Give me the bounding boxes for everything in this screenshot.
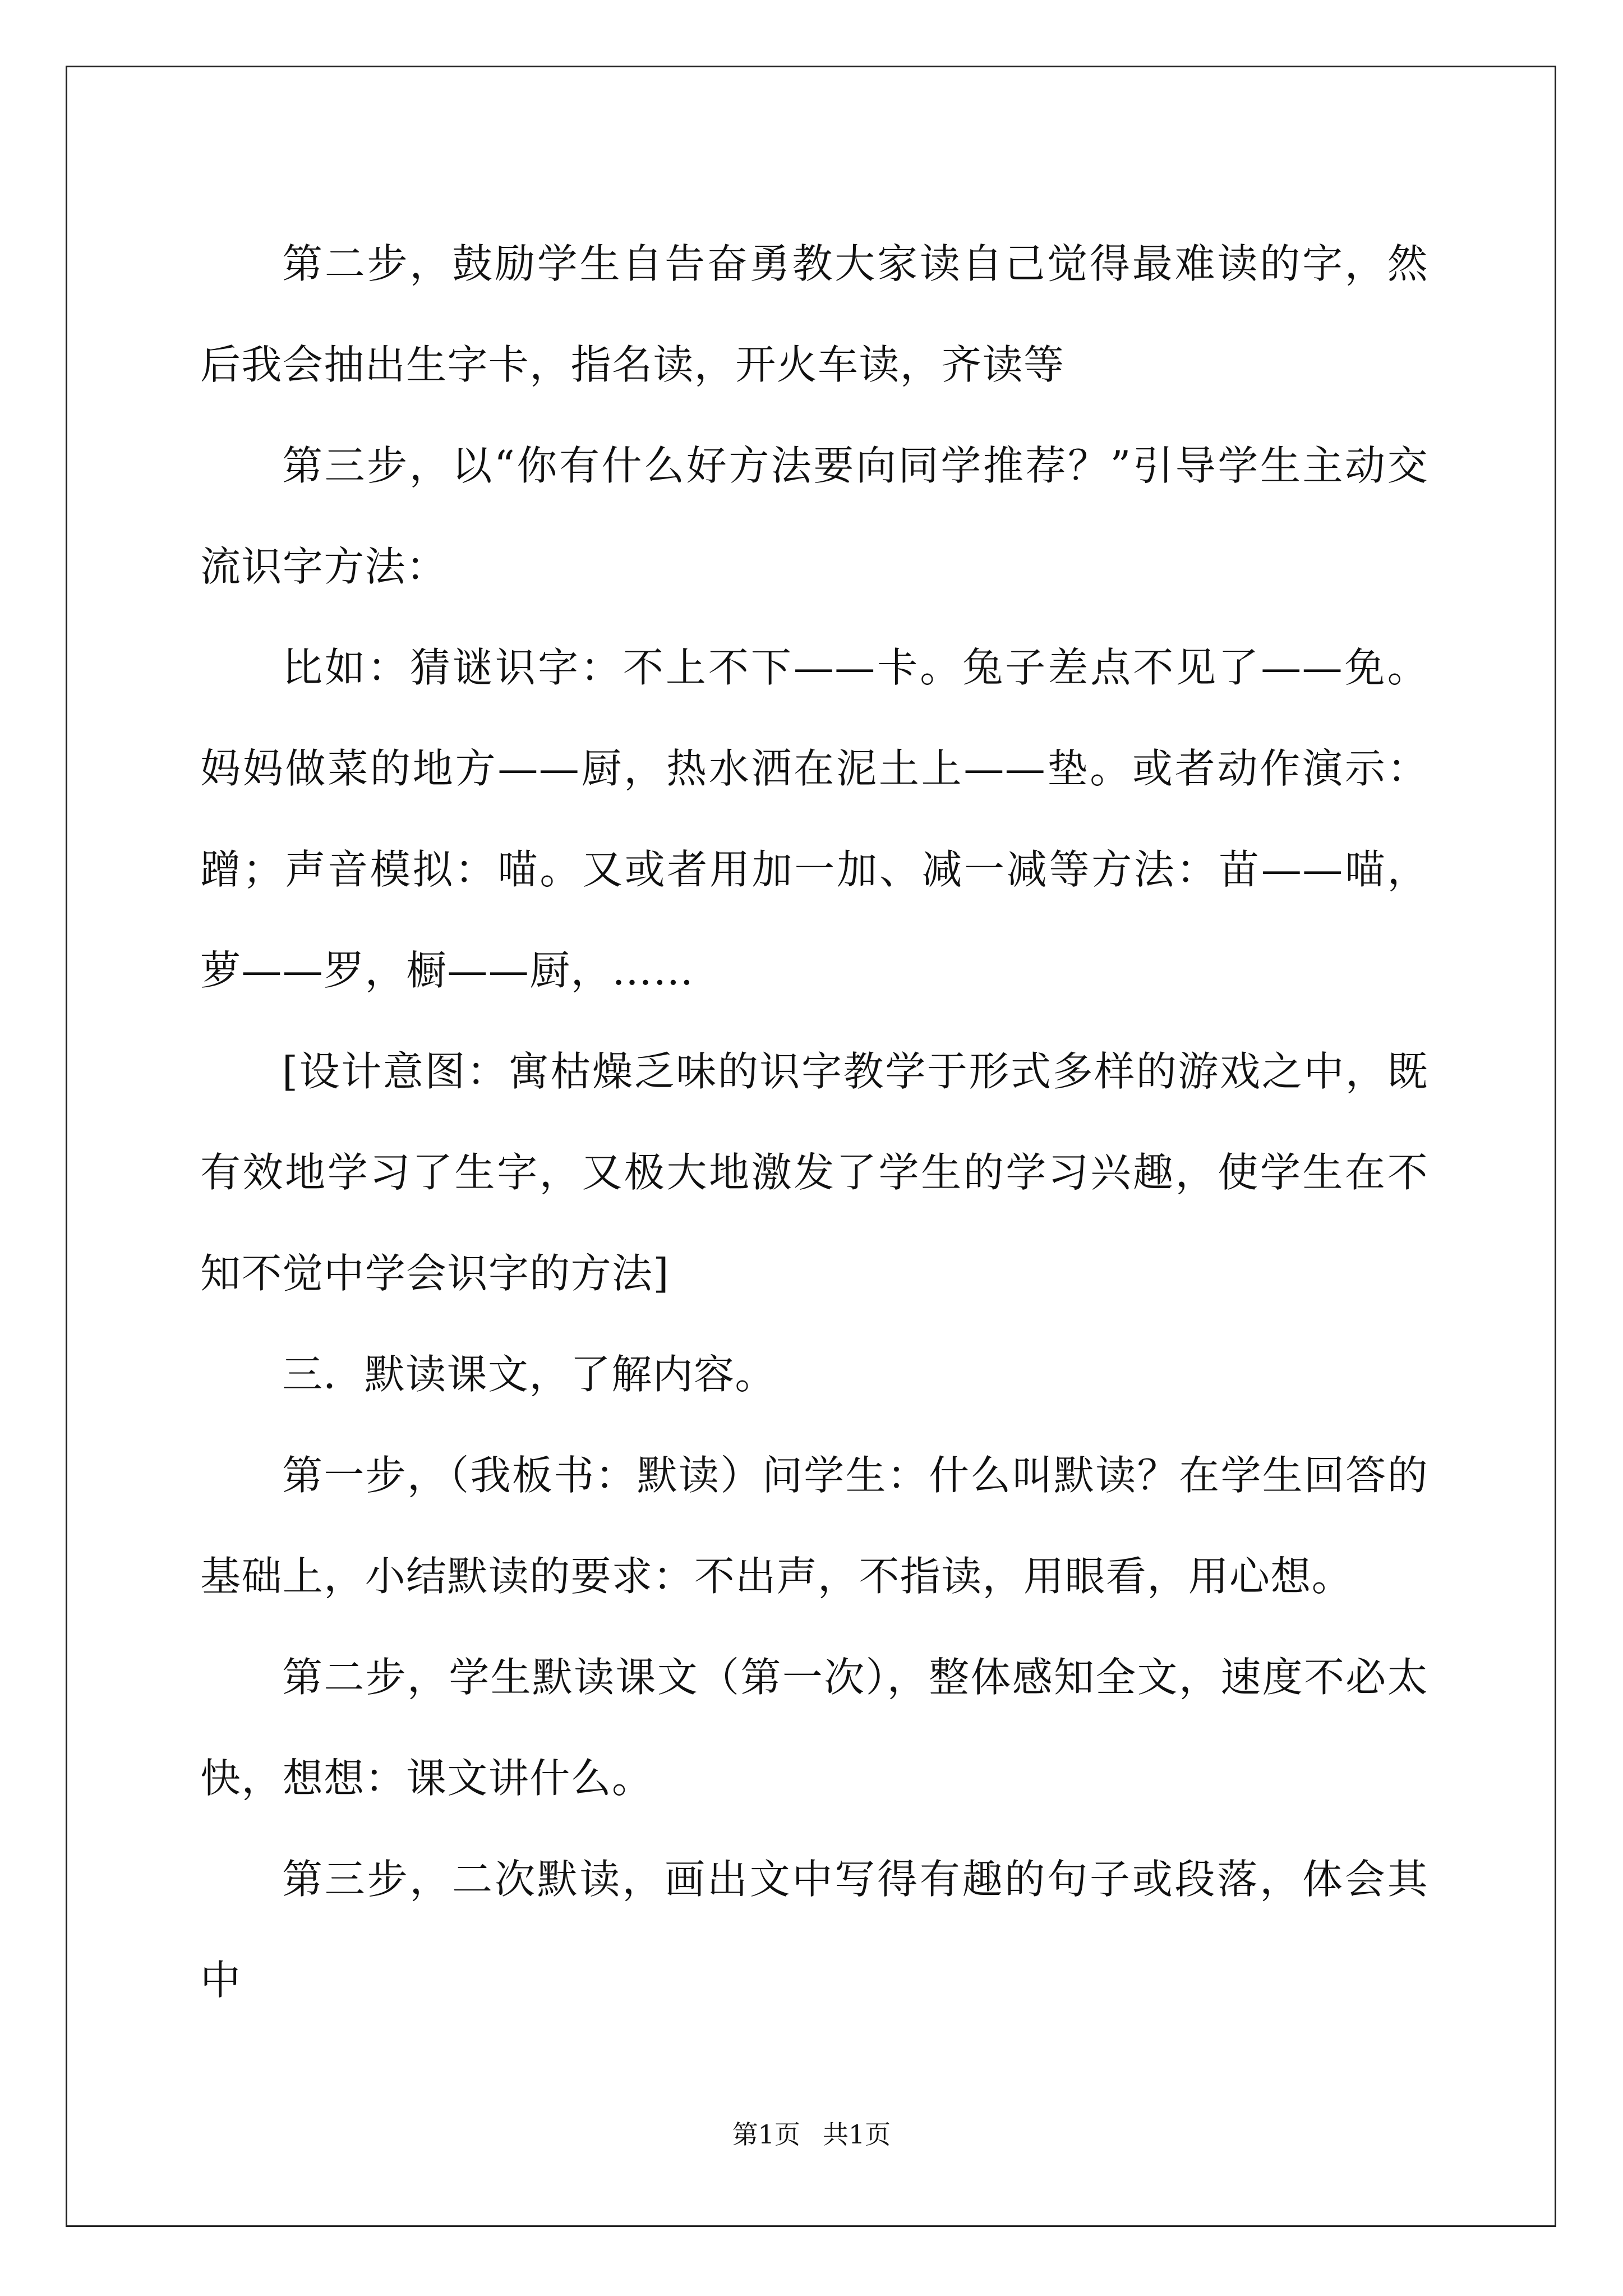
paragraph: 第三步，以“你有什么好方法要向同学推荐？”引导学生主动交流识字方法： <box>200 442 1428 590</box>
paragraph: 第二步，鼓励学生自告奋勇教大家读自己觉得最难读的字，然后我会抽出生字卡，指名读，开火车读，齐读等 <box>200 240 1428 388</box>
paragraph: 第一步，（我板书：默读）问学生：什么叫默读？在学生回答的基础上，小结默读的要求：不出声，不指读，用眼看，用心想。 <box>200 1452 1428 1600</box>
page-number: 第1页 <box>732 2119 800 2150</box>
page-total: 共1页 <box>823 2119 891 2150</box>
paragraph: 第三步，二次默读，画出文中写得有趣的句子或段落，体会其中 <box>200 1856 1428 2004</box>
paragraph: [设计意图：寓枯燥乏味的识字教学于形式多样的游戏之中，既有效地学习了生字，又极大地激发了学生的学习兴趣，使学生在不知不觉中学会识字的方法] <box>200 1048 1428 1297</box>
paragraph: 比如：猜谜识字：不上不下——卡。兔子差点不见了——免。妈妈做菜的地方——厨，热水洒在泥土上——垫。或者动作演示：蹭；声音模拟：喵。又或者用加一加、减一减等方法：苗——喵，萝——罗，橱——厨，…… <box>200 644 1428 994</box>
paragraph: 第二步，学生默读课文（第一次），整体感知全文，速度不必太快，想想：课文讲什么。 <box>200 1654 1428 1802</box>
document-body <box>200 213 1428 2031</box>
page-footer <box>0 2118 1623 2151</box>
paragraph: 三．默读课文，了解内容。 <box>282 1351 776 1398</box>
